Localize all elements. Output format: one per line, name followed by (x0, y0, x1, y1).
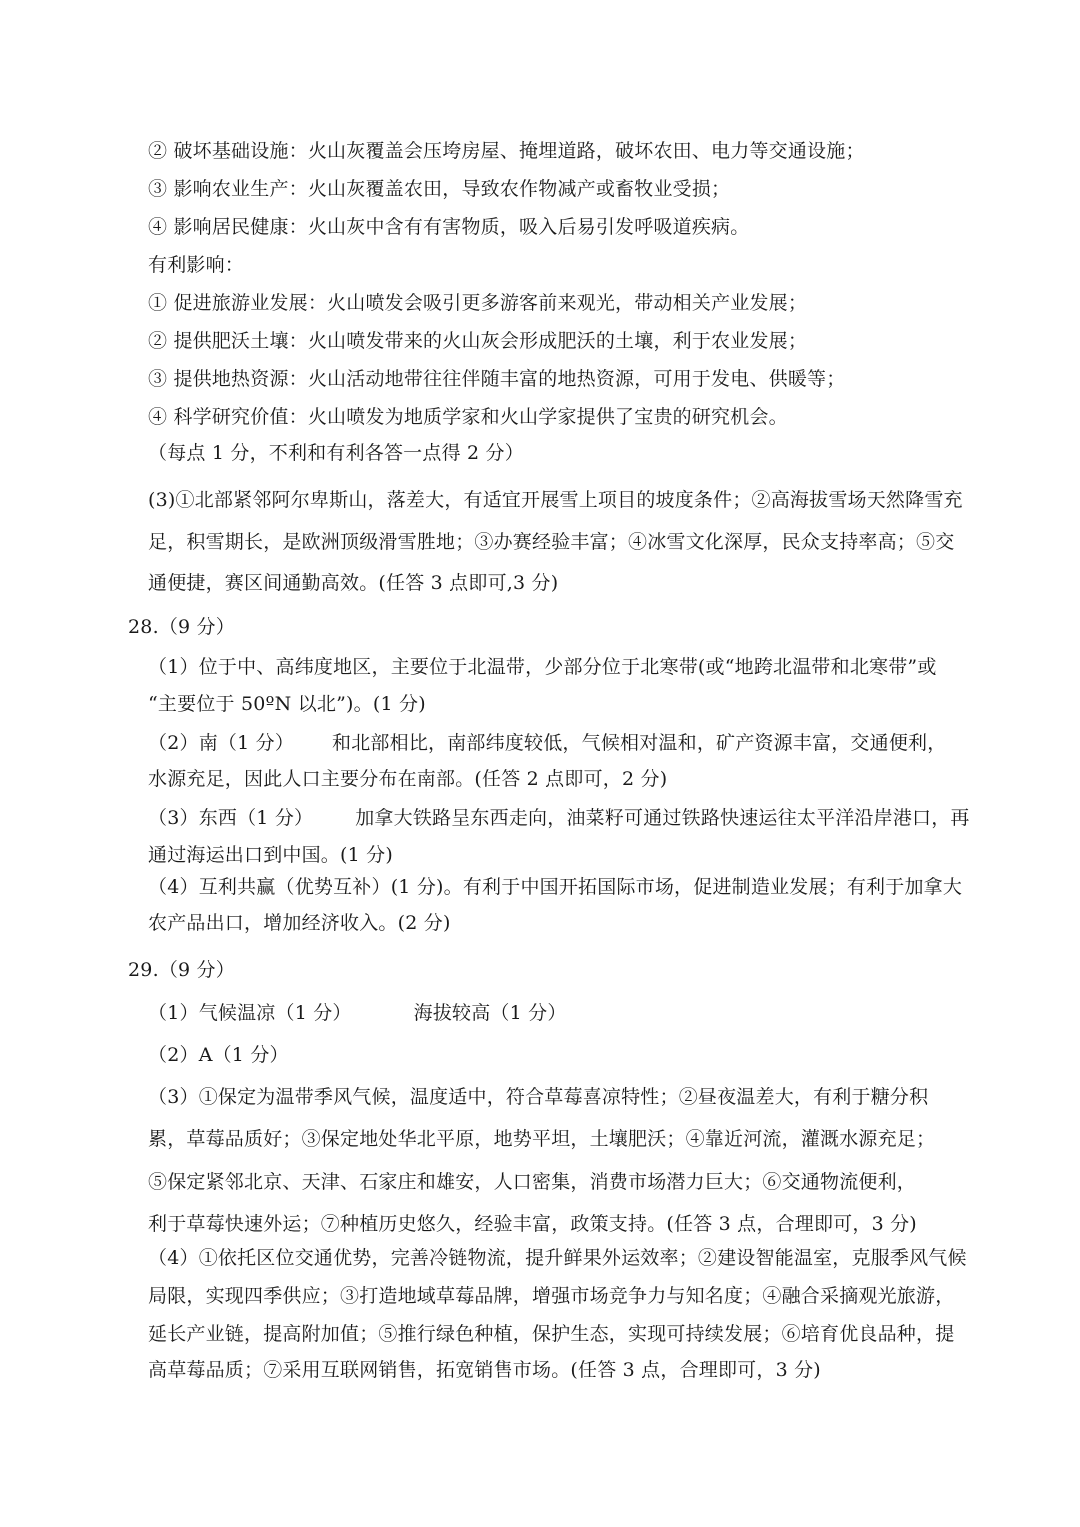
q28-p4-line: 农产品出口，增加经济收入。(2 分) (148, 912, 451, 934)
q29-heading: 29.（9 分） (128, 959, 235, 981)
q28-p4-line: （4）互利共赢（优势互补）(1 分)。有利于中国开拓国际市场，促进制造业发展；有利于加拿大 (148, 876, 963, 898)
harmful-item-4: ④ 影响居民健康：火山灰中含有有害物质，吸入后易引发呼吸道疾病。 (148, 216, 750, 238)
beneficial-item-2: ② 提供肥沃土壤：火山喷发带来的火山灰会形成肥沃的土壤，利于农业发展； (148, 330, 808, 352)
q28-p2-reason: 和北部相比，南部纬度较低，气候相对温和，矿产资源丰富，交通便利， (332, 732, 947, 754)
harmful-item-3: ③ 影响农业生产：火山灰覆盖农田，导致农作物减产或畜牧业受损； (148, 178, 731, 200)
q29-p4-line: 局限，实现四季供应；③打造地域草莓品牌，增强市场竞争力与知名度；④融合采摘观光旅游， (148, 1285, 955, 1307)
q28-p3-cont: 通过海运出口到中国。(1 分) (148, 844, 393, 866)
q27-part3-line: 足，积雪期长，是欧洲顶级滑雪胜地；③办赛经验丰富；④冰雪文化深厚，民众支持率高；⑤交 (148, 531, 955, 553)
beneficial-item-3: ③ 提供地热资源：火山活动地带往往伴随丰富的地热资源，可用于发电、供暖等； (148, 368, 846, 390)
q27-part3-line: (3)①北部紧邻阿尔卑斯山，落差大，有适宜开展雪上项目的坡度条件；②高海拔雪场天然降雪充 (148, 489, 963, 511)
q29-p1-line (148, 1001, 567, 1025)
harmful-item-2: ② 破坏基础设施：火山灰覆盖会压垮房屋、掩埋道路，破坏农田、电力等交通设施； (148, 140, 865, 162)
beneficial-heading: 有利影响： (148, 254, 245, 276)
q29-p3-line: 利于草莓快速外运；⑦种植历史悠久，经验丰富，政策支持。(任答 3 点，合理即可，3 分) (148, 1213, 917, 1235)
q28-p2-answer: （2）南（1 分） (148, 732, 295, 754)
q29-p3-line: （3）①保定为温带季风气候，温度适中，符合草莓喜凉特性；②昼夜温差大，有利于糖分积 (148, 1086, 929, 1108)
q29-p3-line: ⑤保定紧邻北京、天津、石家庄和雄安，人口密集，消费市场潜力巨大；⑥交通物流便利， (148, 1171, 917, 1193)
q27-part3-line: 通便捷，赛区间通勤高效。(任答 3 点即可,3 分) (148, 572, 559, 594)
q28-p3-line (148, 806, 970, 830)
q28-p1-line: “主要位于 50ºN 以北”)。(1 分) (148, 693, 426, 715)
q28-p2-cont: 水源充足，因此人口主要分布在南部。(任答 2 点即可，2 分) (148, 768, 668, 790)
q28-p2-line (148, 731, 946, 755)
score-note: （每点 1 分，不利和有利各答一点得 2 分） (148, 442, 524, 464)
q29-p2: （2）A（1 分） (148, 1044, 289, 1066)
q28-p3-answer: （3）东西（1 分） (148, 807, 314, 829)
beneficial-item-1: ① 促进旅游业发展：火山喷发会吸引更多游客前来观光，带动相关产业发展； (148, 292, 808, 314)
q28-p1-line: （1）位于中、高纬度地区，主要位于北温带，少部分位于北寒带(或“地跨北温带和北寒带”或 (148, 656, 937, 678)
q29-p4-line: 延长产业链，提高附加值；⑤推行绿色种植，保护生态，实现可持续发展；⑥培育优良品种，提 (148, 1323, 955, 1345)
q29-p4-line: （4）①依托区位交通优势，完善冷链物流，提升鲜果外运效率；②建设智能温室，克服季风气候 (148, 1247, 967, 1269)
q28-heading: 28.（9 分） (128, 616, 235, 638)
q29-p1-a: （1）气候温凉（1 分） (148, 1002, 352, 1024)
q28-p3-reason: 加拿大铁路呈东西走向，油菜籽可通过铁路快速运往太平洋沿岸港口，再 (355, 807, 970, 829)
q29-p1-b: 海拔较高（1 分） (413, 1002, 567, 1024)
q29-p3-line: 累，草莓品质好；③保定地处华北平原，地势平坦，土壤肥沃；④靠近河流，灌溉水源充足； (148, 1128, 936, 1150)
q29-p4-line: 高草莓品质；⑦采用互联网销售，拓宽销售市场。(任答 3 点，合理即可，3 分) (148, 1359, 821, 1381)
beneficial-item-4: ④ 科学研究价值：火山喷发为地质学家和火山学家提供了宝贵的研究机会。 (148, 406, 788, 428)
